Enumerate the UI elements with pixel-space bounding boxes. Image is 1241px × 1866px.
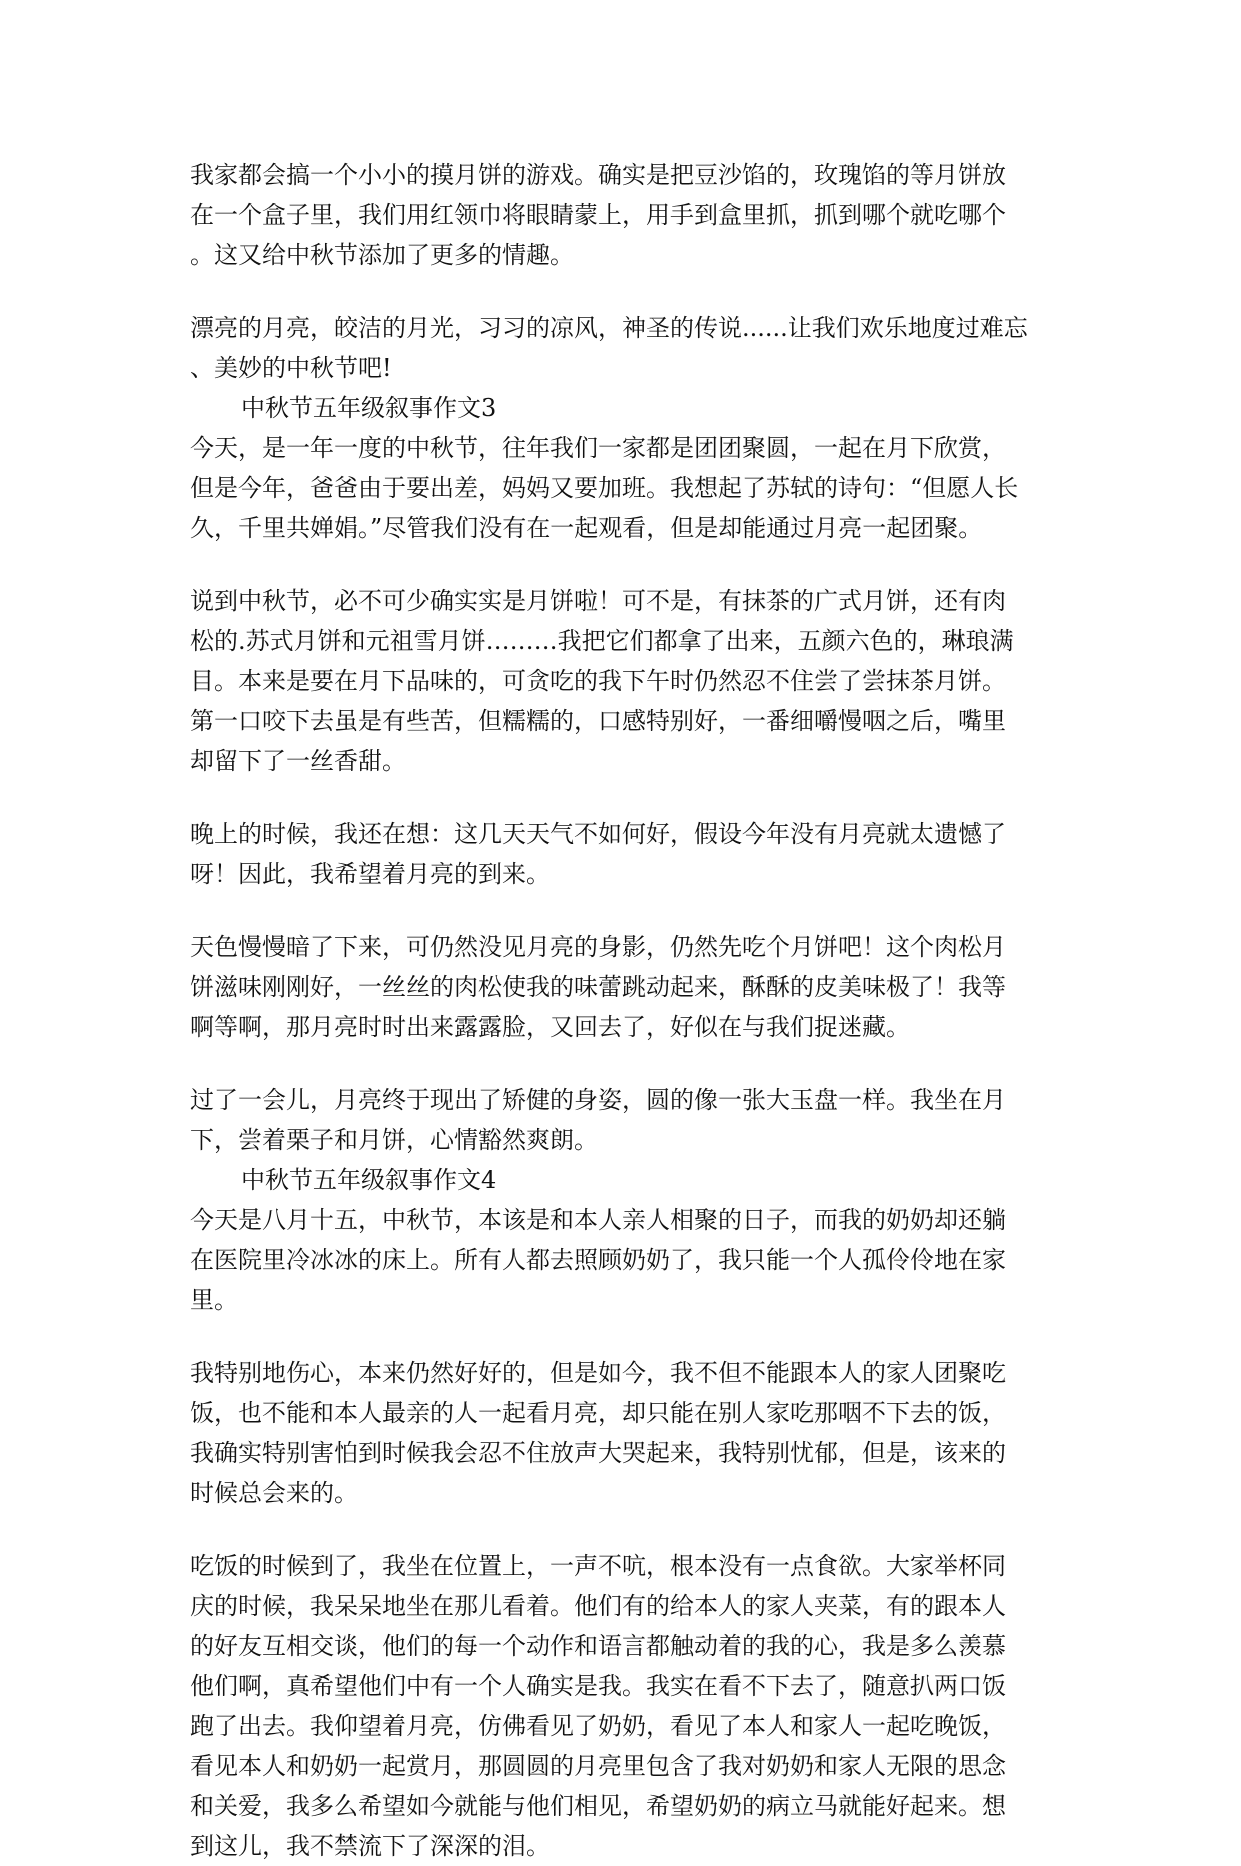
- paragraph: [190, 428, 1055, 548]
- paragraph: [190, 927, 1055, 1047]
- text-line: 饭，也不能和本人最亲的人一起看月亮，却只能在别人家吃那咽不下去的饭，: [190, 1399, 1006, 1427]
- text-line: 目。本来是要在月下品味的，可贪吃的我下午时仍然忍不住尝了尝抹茶月饼。: [190, 667, 1006, 695]
- text-line: 松的.苏式月饼和元祖雪月饼………我把它们都拿了出来，五颜六色的，琳琅满: [190, 627, 1014, 655]
- paragraph: [190, 1080, 1055, 1160]
- paragraph: [190, 581, 1055, 781]
- paragraph-gap: [190, 1047, 1055, 1080]
- text-line: 和关爱，我多么希望如今就能与他们相见，希望奶奶的病立马就能好起来。想: [190, 1792, 1006, 1820]
- text-line: 说到中秋节，必不可少确实实是月饼啦！可不是，有抹茶的广式月饼，还有肉: [190, 587, 1006, 615]
- text-line: 第一口咬下去虽是有些苦，但糯糯的，口感特别好，一番细嚼慢咽之后，嘴里: [190, 707, 1006, 735]
- text-line: 看见本人和奶奶一起赏月，那圆圆的月亮里包含了我对奶奶和家人无限的思念: [190, 1752, 1006, 1780]
- document-page: [190, 155, 1055, 1866]
- text-line: 庆的时候，我呆呆地坐在那儿看着。他们有的给本人的家人夹菜，有的跟本人: [190, 1592, 1006, 1620]
- section-heading: 中秋节五年级叙事作文4: [241, 1166, 497, 1194]
- text-line: 我确实特别害怕到时候我会忍不住放声大哭起来，我特别忧郁，但是，该来的: [190, 1439, 1006, 1467]
- text-line: 却留下了一丝香甜。: [190, 747, 406, 775]
- paragraph-gap: [190, 1513, 1055, 1546]
- paragraph-gap: [190, 894, 1055, 927]
- text-line: 饼滋味刚刚好，一丝丝的肉松使我的味蕾跳动起来，酥酥的皮美味极了！我等: [190, 973, 1006, 1001]
- paragraph-gap: [190, 548, 1055, 581]
- text-line: 的好友互相交谈，他们的每一个动作和语言都触动着的我的心，我是多么羡慕: [190, 1632, 1006, 1660]
- text-line: 吃饭的时候到了，我坐在位置上，一声不吭，根本没有一点食欲。大家举杯同: [190, 1552, 1006, 1580]
- text-line: 我家都会搞一个小小的摸月饼的游戏。确实是把豆沙馅的，玫瑰馅的等月饼放: [190, 161, 1006, 189]
- text-line: 时候总会来的。: [190, 1479, 358, 1507]
- text-line: 但是今年，爸爸由于要出差，妈妈又要加班。我想起了苏轼的诗句：“但愿人长: [190, 474, 1019, 502]
- text-line: 。这又给中秋节添加了更多的情趣。: [190, 241, 574, 269]
- text-line: 今天，是一年一度的中秋节，往年我们一家都是团团聚圆，一起在月下欣赏，: [190, 434, 1006, 462]
- paragraph: [190, 155, 1055, 275]
- paragraph: [190, 814, 1055, 894]
- paragraph-gap: [190, 781, 1055, 814]
- text-line: 晚上的时候，我还在想：这几天天气不如何好，假设今年没有月亮就太遗憾了: [190, 820, 1006, 848]
- text-line: 今天是八月十五，中秋节，本该是和本人亲人相聚的日子，而我的奶奶却还躺: [190, 1206, 1006, 1234]
- text-line: 在一个盒子里，我们用红领巾将眼睛蒙上，用手到盒里抓，抓到哪个就吃哪个: [190, 201, 1006, 229]
- text-line: 到这儿，我不禁流下了深深的泪。: [190, 1832, 550, 1860]
- section-heading: 中秋节五年级叙事作文3: [241, 394, 497, 422]
- paragraph-gap: [190, 275, 1055, 308]
- paragraph: [190, 1200, 1055, 1320]
- text-line: 跑了出去。我仰望着月亮，仿佛看见了奶奶，看见了本人和家人一起吃晚饭，: [190, 1712, 1006, 1740]
- paragraph: [190, 308, 1055, 388]
- text-line: 在医院里冷冰冰的床上。所有人都去照顾奶奶了，我只能一个人孤伶伶地在家: [190, 1246, 1006, 1274]
- text-line: 漂亮的月亮，皎洁的月光，习习的凉风，神圣的传说......让我们欢乐地度过难忘: [190, 314, 1028, 342]
- text-line: 天色慢慢暗了下来，可仍然没见月亮的身影，仍然先吃个月饼吧！这个肉松月: [190, 933, 1006, 961]
- text-line: 、美妙的中秋节吧!: [190, 354, 392, 382]
- paragraph: [190, 1546, 1055, 1866]
- text-line: 久，千里共婵娟。”尽管我们没有在一起观看，但是却能通过月亮一起团聚。: [190, 514, 983, 542]
- paragraph-gap: [190, 1320, 1055, 1353]
- text-line: 啊等啊，那月亮时时出来露露脸，又回去了，好似在与我们捉迷藏。: [190, 1013, 910, 1041]
- text-line: 我特别地伤心，本来仍然好好的，但是如今，我不但不能跟本人的家人团聚吃: [190, 1359, 1006, 1387]
- text-line: 他们啊，真希望他们中有一个人确实是我。我实在看不下去了，随意扒两口饭: [190, 1672, 1006, 1700]
- text-line: 呀！因此，我希望着月亮的到来。: [190, 860, 550, 888]
- text-line: 里。: [190, 1286, 238, 1314]
- text-line: 下，尝着栗子和月饼，心情豁然爽朗。: [190, 1126, 598, 1154]
- text-line: 过了一会儿，月亮终于现出了矫健的身姿，圆的像一张大玉盘一样。我坐在月: [190, 1086, 1006, 1114]
- paragraph: [190, 1353, 1055, 1513]
